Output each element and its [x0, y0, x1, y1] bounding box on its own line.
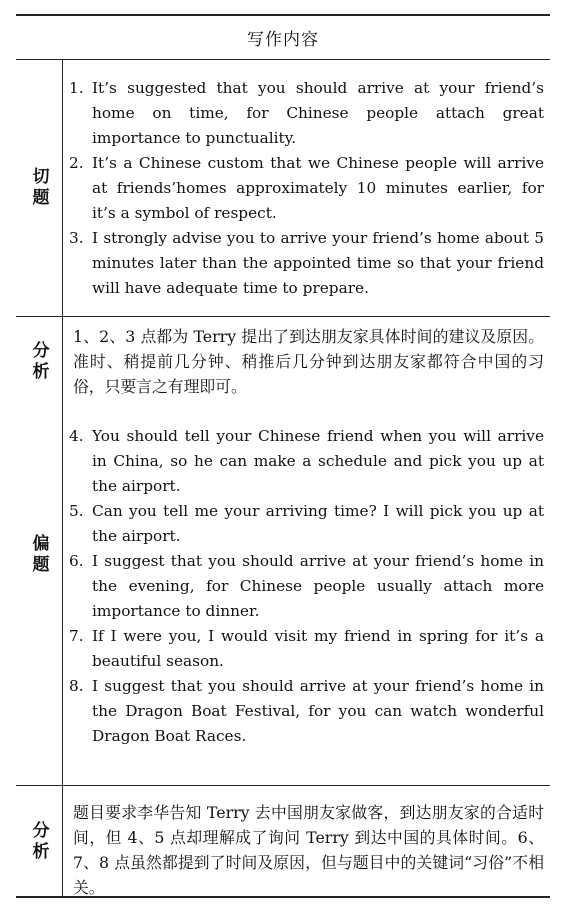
row-label-cell: [16, 317, 63, 785]
row-label-cell: [16, 786, 63, 898]
list-item: [69, 424, 544, 499]
row-content: [63, 317, 550, 785]
item-text: Can you tell me your arriving time? I will pick you up at the airport.: [92, 502, 544, 545]
row-content: [63, 59, 550, 316]
item-number: 6.: [69, 552, 84, 570]
item-number: 1.: [69, 79, 84, 97]
row-label-cell: [16, 59, 63, 316]
list-item: [69, 499, 544, 549]
list-item: [69, 76, 544, 151]
item-text: I strongly advise you to arrive your friend’s home about 5 minutes later than the appointed time so that your friend will have adequate time to prepare.: [92, 229, 544, 297]
item-number: 3.: [69, 229, 84, 247]
item-number: 8.: [69, 677, 84, 695]
row-label-on-topic: 切题: [28, 166, 49, 209]
item-number: 4.: [69, 427, 84, 445]
list-item: [69, 549, 544, 624]
row-label-analysis: 分析: [28, 341, 49, 383]
row-label-analysis: 分析: [28, 821, 49, 863]
analysis-paragraph: 1、2、3 点都为 Terry 提出了到达朋友家具体时间的建议及原因。准时、稍提前几分钟、稍推后几分钟到达朋友家都符合中国的习俗，只要言之有理即可。: [73, 327, 544, 396]
item-text: I suggest that you should arrive at your friend’s home in the Dragon Boat Festival, for you can watch wonderful Dragon Boat Races.: [92, 677, 544, 745]
item-text: It’s a Chinese custom that we Chinese people will arrive at friends’homes approximately 10 minutes earlier, for it’s a symbol of respect.: [92, 154, 544, 222]
row-analysis-final: [16, 786, 550, 898]
row-off-topic: [16, 317, 550, 786]
table-title: 写作内容: [247, 30, 319, 50]
item-text: You should tell your Chinese friend when you will arrive in China, so he can make a schedule and pick you up at the airport.: [92, 427, 544, 495]
item-number: 5.: [69, 502, 84, 520]
analysis-paragraph: 题目要求李华告知 Terry 去中国朋友家做客，到达朋友家的合适时间，但 4、5 点却理解成了询问 Terry 到达中国的具体时间。6、7、8 点虽然都提到了时间及原因，但与题目中的关键词“习俗”不相关。: [73, 803, 544, 897]
item-number: 2.: [69, 154, 84, 172]
item-number: 7.: [69, 627, 84, 645]
row-label-off-topic: 偏题: [28, 534, 49, 576]
writing-content-table: [16, 14, 550, 898]
list-item: [69, 226, 544, 301]
list-item: [69, 151, 544, 226]
list-item: [69, 674, 544, 749]
row-content: [63, 786, 550, 898]
list-item: [69, 624, 544, 674]
item-text: I suggest that you should arrive at your friend’s home in the evening, for Chinese people usually attach more importance to dinner.: [92, 552, 544, 620]
table-header: [16, 16, 550, 60]
item-text: If I were you, I would visit my friend in spring for it’s a beautiful season.: [92, 627, 544, 670]
item-text: It’s suggested that you should arrive at your friend’s home on time, for Chinese people attach great importance to punctuality.: [92, 79, 544, 147]
row-on-topic: [16, 59, 550, 317]
